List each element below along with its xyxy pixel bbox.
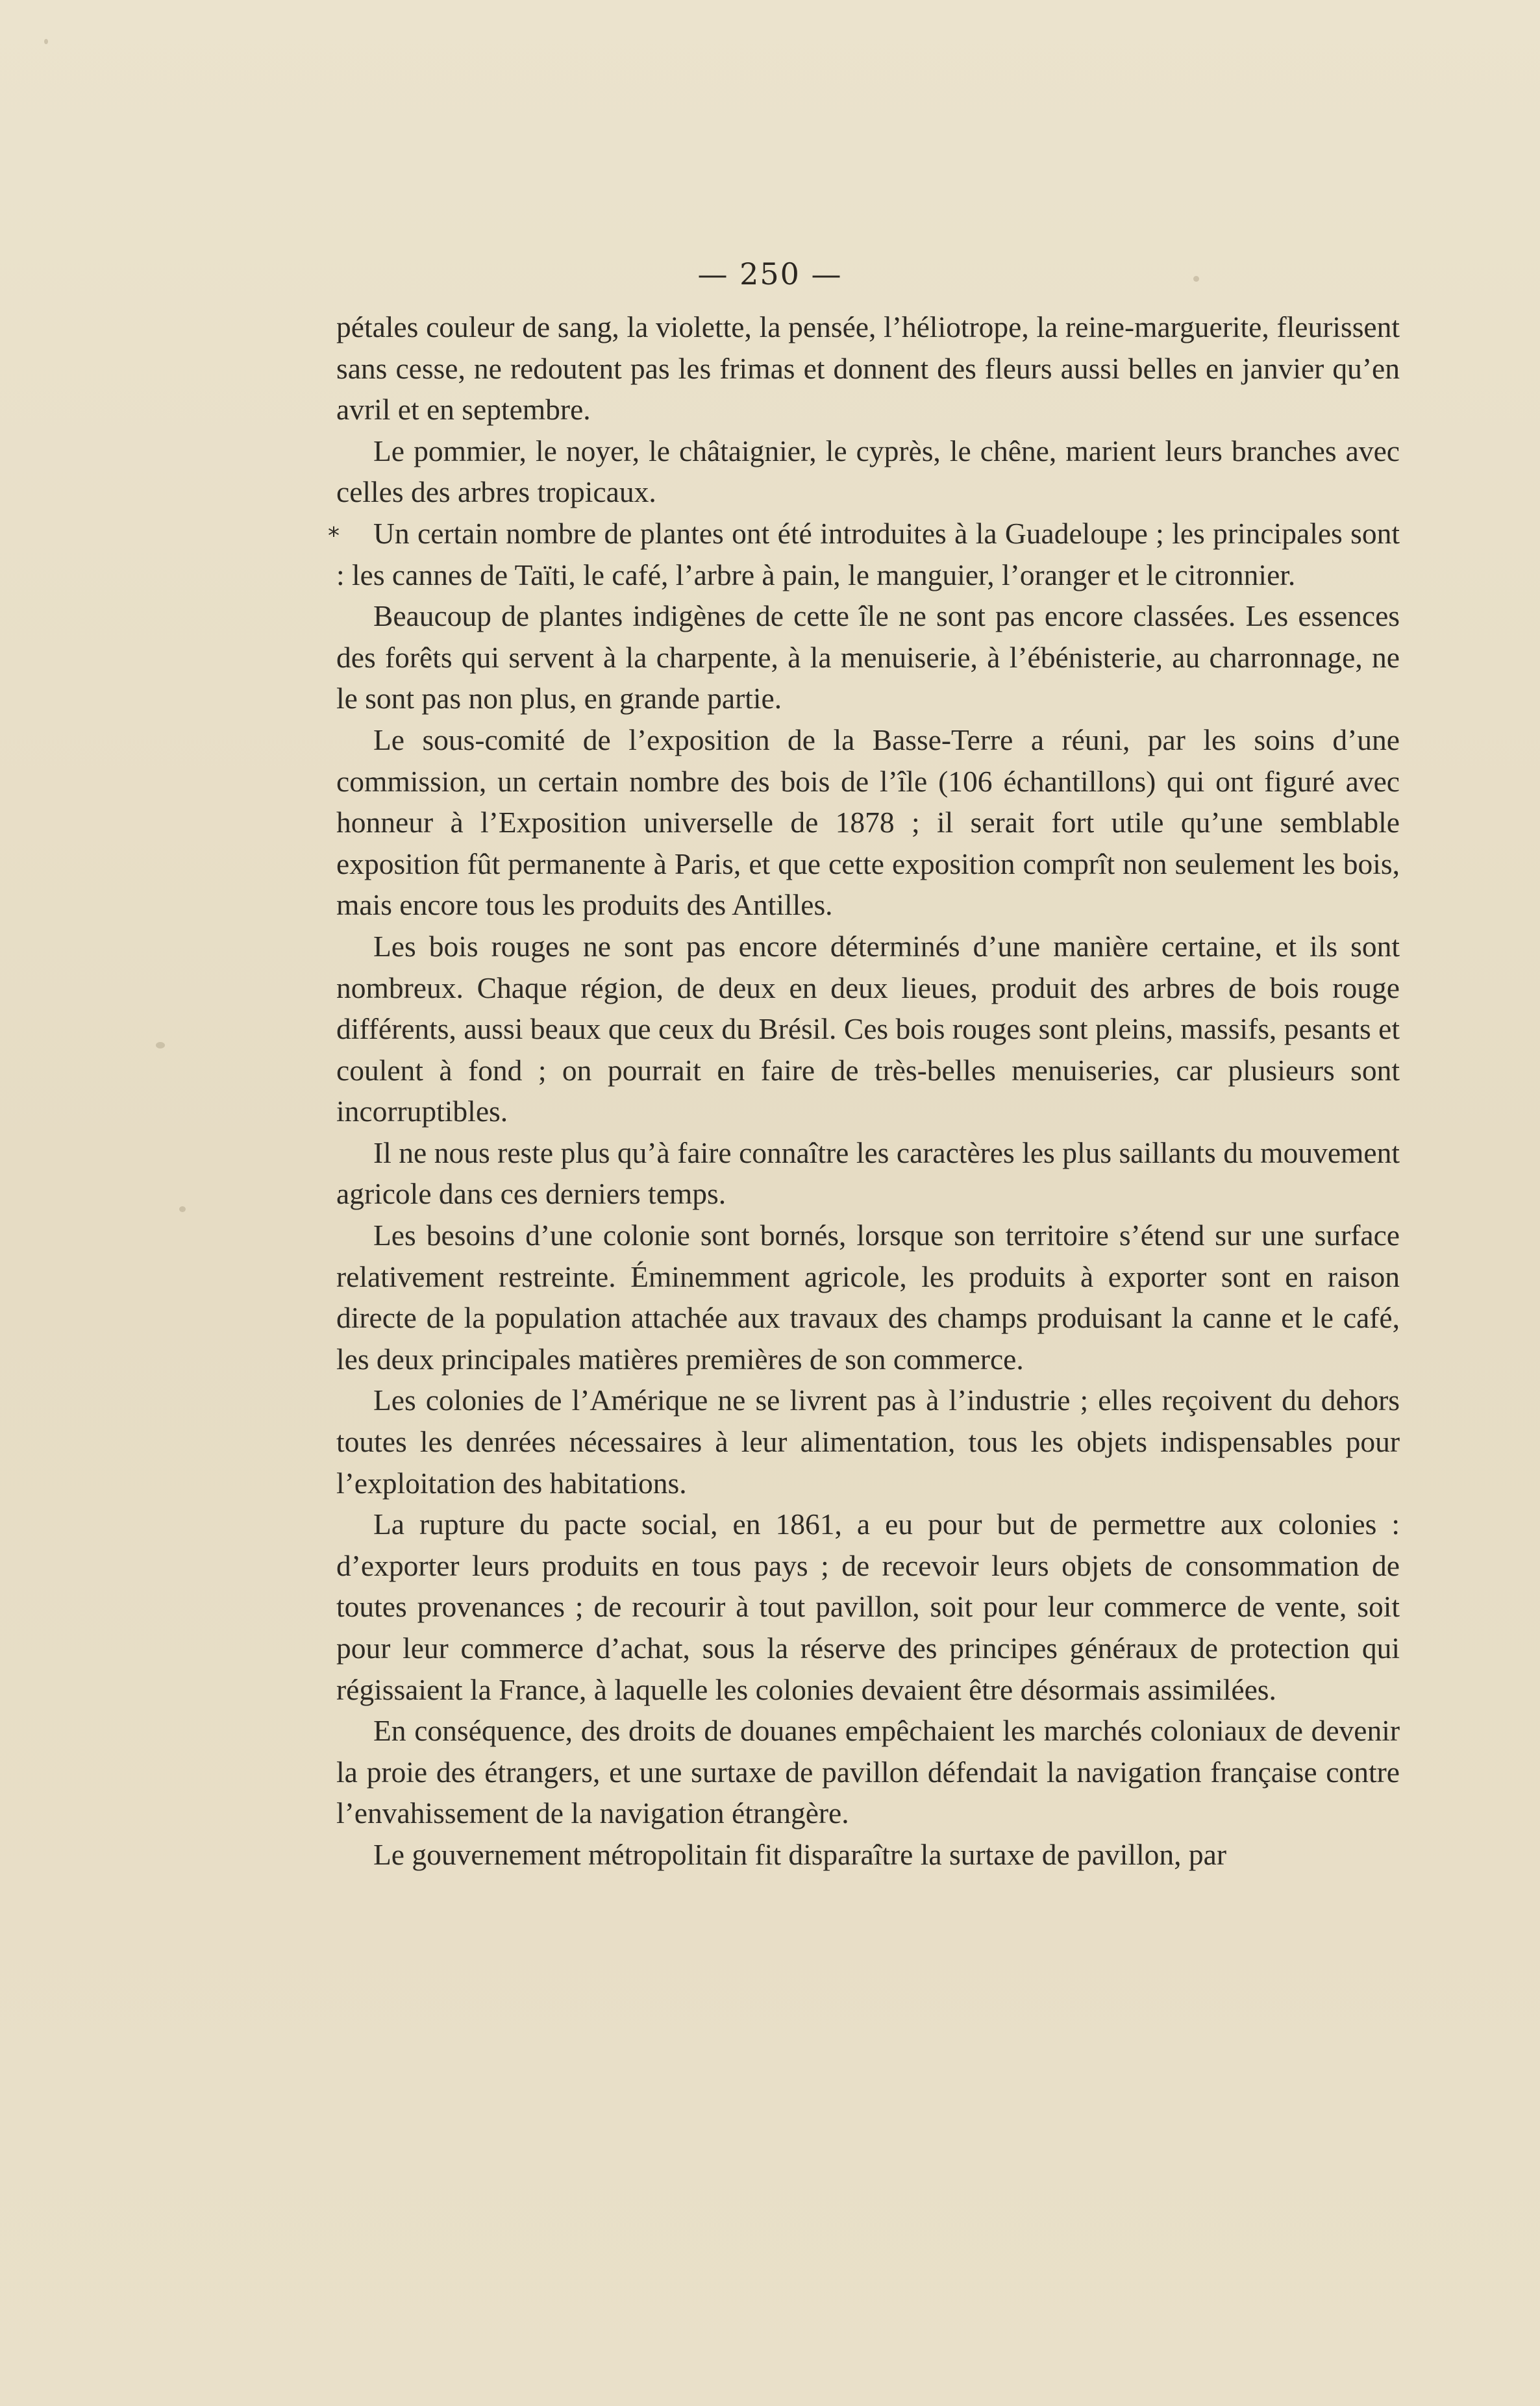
paragraph: Le pommier, le noyer, le châtaignier, le cyprès, le chêne, marient leurs branches avec celles des arbres tropicaux. [336,434,1400,509]
paragraph: La rupture du pacte social, en 1861, a eu pour but de permettre aux colonies : d’exporter leurs produits en tous pays ; de recevoir leurs objets de consommation de toutes provenances ; de recourir à tout pavillon, soit pour leur commerce de vente, soit pour leur commerce d’achat, sous la réserve des principes généraux de protection qui régissaient la France, à laquelle les colonies devaient être désormais assimilées. [336,1507,1400,1706]
paper-speck [156,1042,165,1048]
page-number: — 250 — [697,256,843,291]
paragraph: Les besoins d’une colonie sont bornés, lorsque son territoire s’étend sur une surface relativement restreinte. Éminemment agricole, les produits à exporter sont en raison directe de la population attachée aux travaux des champs produisant la canne et le café, les deux principales matières premières de son commerce. [336,1219,1400,1376]
paragraph: Le sous-comité de l’exposition de la Basse-Terre a réuni, par les soins d’une commission, un certain nombre des bois de l’île (106 échantillons) qui ont figuré avec honneur à l’Exposition universelle de 1878 ; il serait fort utile qu’une semblable exposition fût permanente à Paris, et que cette exposition comprît non seulement les bois, mais encore tous les produits des Antilles. [336,723,1400,922]
paper-speck [44,39,48,44]
paragraph: Le gouvernement métropolitain fit disparaître la surtaxe de pavillon, par [373,1837,1226,1871]
paper-speck [179,1206,186,1212]
paragraph: Les bois rouges ne sont pas encore déterminés d’une manière certaine, et ils sont nombreux. Chaque région, de deux en deux lieues, produit des arbres de bois rouge différents, aussi beaux que ceux du Brésil. Ces bois rouges sont pleins, massifs, pesants et coulent à fond ; on pourrait en faire de très-belles menuiseries, car plusieurs sont incorruptibles. [336,929,1400,1128]
paragraph: Il ne nous reste plus qu’à faire connaître les caractères les plus saillants du mouvement agricole dans ces derniers temps. [336,1135,1400,1211]
page-body [336,306,1400,1876]
paragraph: Beaucoup de plantes indigènes de cette île ne sont pas encore classées. Les essences des forêts qui servent à la charpente, à la menuiserie, à l’ébénisterie, au charronnage, ne le sont pas non plus, en grande partie. [336,599,1400,715]
paragraph: Les colonies de l’Amérique ne se livrent pas à l’industrie ; elles reçoivent du dehors toutes les denrées nécessaires à leur alimentation, tous les objets indispensables pour l’exploitation des habitations. [336,1383,1400,1500]
paragraph: pétales couleur de sang, la violette, la pensée, l’héliotrope, la reine-marguerite, fleurissent sans cesse, ne redoutent pas les frimas et donnent des fleurs aussi belles en janvier qu’en avril et en septembre. [336,310,1400,427]
paragraph: En conséquence, des droits de douanes empêchaient les marchés coloniaux de devenir la proie des étrangers, et une surtaxe de pavillon défendait la navigation française contre l’envahissement de la navigation étrangère. [336,1714,1400,1830]
paragraph: Un certain nombre de plantes ont été introduites à la Guadeloupe ; les principales sont : les cannes de Taïti, le café, l’arbre à pain, le manguier, l’oranger et le citronnier. [336,516,1400,591]
margin-annotation-mark: * [328,523,340,549]
